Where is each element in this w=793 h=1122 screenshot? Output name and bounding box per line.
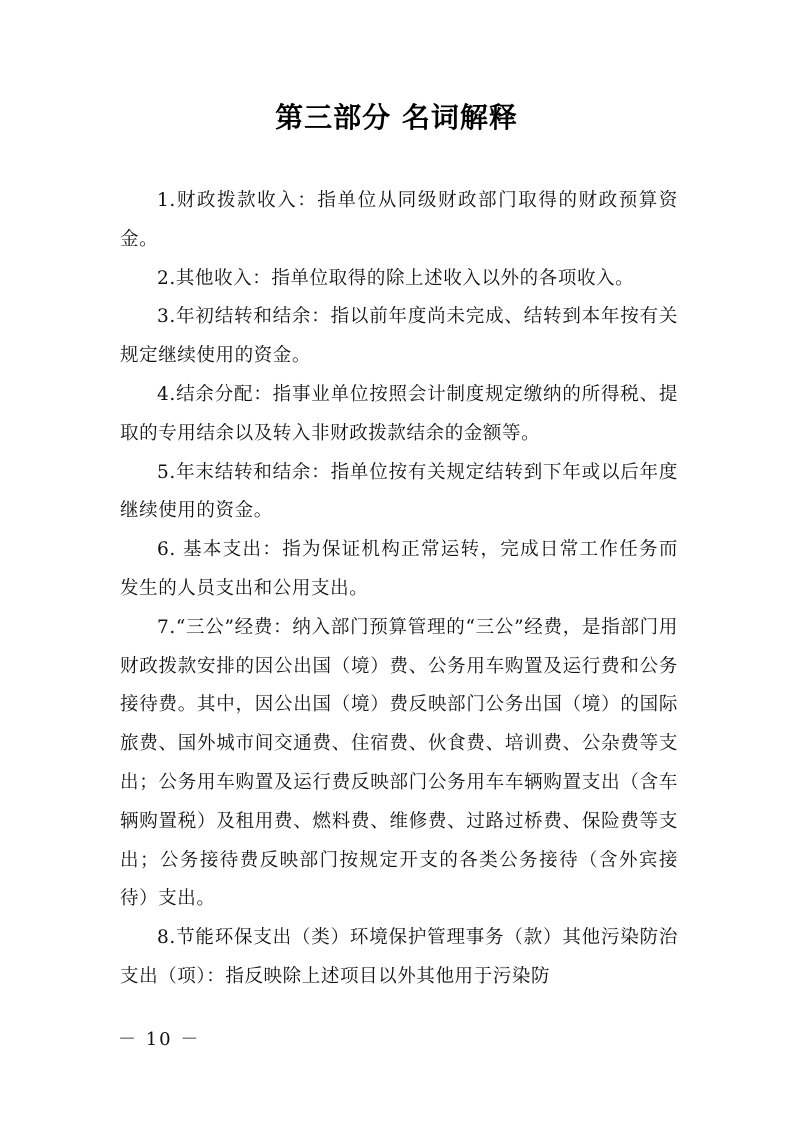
paragraph-6: 6. 基本支出：指为保证机构正常运转，完成日常工作任务而发生的人员支出和公用支出。 (120, 539, 678, 599)
paragraph-8: 8.节能环保支出（类）环境保护管理事务（款）其他污染防治支出（项）：指反映除上述项目以外其他用于污染防 (120, 927, 678, 987)
document-body (120, 182, 678, 997)
page-title: 第三部分 名词解释 (275, 101, 518, 134)
paragraph-5: 5.年末结转和结余：指单位按有关规定结转到下年或以后年度继续使用的资金。 (120, 461, 678, 522)
paragraph-4: 4.结余分配：指事业单位按照会计制度规定缴纳的所得税、提取的专用结余以及转入非财政拨款结余的金额等。 (120, 383, 678, 444)
paragraph-2: 2.其他收入：指单位取得的除上述收入以外的各项收入。 (157, 267, 635, 289)
page-number: － 10 － (118, 1029, 201, 1050)
paragraph-1: 1.财政拨款收入：指单位从同级财政部门取得的财政预算资金。 (120, 190, 678, 250)
paragraph-7: 7.“三公”经费：纳入部门预算管理的“三公”经费，是指部门用财政拨款安排的因公出国（境）费、公务用车购置及运行费和公务接待费。其中，因公出国（境）费反映部门公务出国（境）的国际旅费、国外城市间交通费、住宿费、伙食费、培训费、公杂费等支出；公务用车购置及运行费反映部门公务用车车辆购置支出（含车辆购置税）及租用费、燃料费、维修费、过路过桥费、保险费等支出；公务接待费反映部门按规定开支的各类公务接待（含外宾接待）支出。 (120, 616, 678, 910)
paragraph-3: 3.年初结转和结余：指以前年度尚未完成、结转到本年按有关规定继续使用的资金。 (120, 306, 678, 367)
